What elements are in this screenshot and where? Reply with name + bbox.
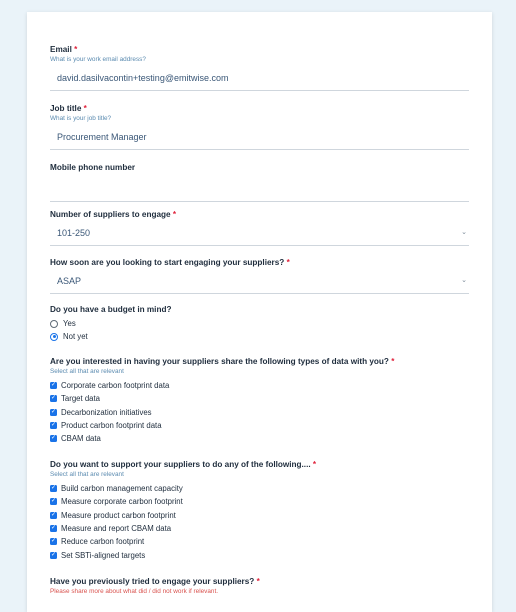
support-options [50,482,469,562]
job-title-field-group [50,104,469,150]
required-mark: * [83,104,87,113]
chevron-down-icon: ⌄ [461,229,467,236]
suppliers-field-group [50,210,469,246]
suppliers-label: Number of suppliers to engage * [50,210,177,219]
checkbox-measure-corporate-carbon-footprint[interactable]: ✓ Measure corporate carbon footprint [50,497,183,507]
checkbox-product-carbon-footprint-data[interactable]: ✓ Product carbon footprint data [50,421,162,431]
job-title-input[interactable]: Procurement Manager [50,125,469,150]
timing-select-value: ASAP [57,276,82,286]
checkmark-icon[interactable]: ✓ [50,525,57,532]
required-mark: * [172,210,177,219]
checkbox-target-data[interactable]: ✓ Target data [50,394,101,404]
timing-label: How soon are you looking to start engaging your suppliers? * [50,258,290,267]
checkbox-corporate-carbon-footprint-data[interactable]: ✓ Corporate carbon footprint data [50,381,170,391]
checkmark-icon[interactable]: ✓ [50,422,57,429]
required-mark: * [391,357,395,366]
required-mark: * [312,460,317,469]
email-input[interactable]: david.dasilvacontin+testing@emitwise.com [50,66,469,91]
support-field-group [50,460,469,562]
checkbox-measure-and-report-cbam-data[interactable]: ✓ Measure and report CBAM data [50,524,172,534]
checkmark-icon[interactable]: ✓ [50,395,57,402]
job-title-label: Job title * [50,104,87,113]
previous-engagement-field-group [50,577,469,595]
timing-select[interactable] [50,269,469,294]
suppliers-select[interactable] [50,221,469,246]
email-field-group [50,45,469,91]
budget-option-yes[interactable]: Yes [50,317,469,330]
budget-options [50,317,469,344]
mobile-input[interactable] [50,177,469,202]
data-types-field-group [50,357,469,445]
email-label: Email * [50,45,78,54]
data-types-label: Are you interested in having your suppliers share the following types of data with you? * [50,357,395,366]
checkmark-icon[interactable]: ✓ [50,551,57,558]
job-title-hint: What is your job title? [50,115,112,122]
email-hint: What is your work email address? [50,56,146,63]
checkmark-icon[interactable]: ✓ [50,485,57,492]
previous-engagement-label: Have you previously tried to engage your suppliers? * [50,577,260,586]
support-label: Do you want to support your suppliers to do any of the following.... * [50,460,317,469]
suppliers-select-value: 101-250 [57,228,91,238]
budget-field-group [50,305,469,344]
checkbox-build-carbon-management-capacity[interactable]: ✓ Build carbon management capacity [50,484,183,494]
checkbox-reduce-carbon-footprint[interactable]: ✓ Reduce carbon footprint [50,537,145,547]
checkmark-icon[interactable]: ✓ [50,498,57,505]
checkbox-set-sbti-aligned-targets[interactable]: ✓ Set SBTi-aligned targets [50,550,146,560]
checkbox-decarbonization-initiatives[interactable]: ✓ Decarbonization initiatives [50,407,152,417]
form-card [27,12,492,612]
checkmark-icon[interactable]: ✓ [50,382,57,389]
required-mark: * [286,258,290,267]
mobile-label: Mobile phone number [50,163,136,172]
support-hint: Select all that are relevant [50,471,124,478]
previous-engagement-hint: Please share more about what did / did not work if relevant. [50,588,219,595]
data-types-options [50,379,469,445]
checkmark-icon[interactable]: ✓ [50,511,57,518]
mobile-field-group [50,163,469,202]
radio-button[interactable] [50,320,58,328]
checkmark-icon[interactable]: ✓ [50,408,57,415]
required-mark: * [256,577,260,586]
radio-button-selected[interactable] [50,333,58,341]
required-mark: * [74,45,78,54]
chevron-down-icon: ⌄ [461,277,467,284]
checkmark-icon[interactable]: ✓ [50,538,57,545]
budget-option-not-yet[interactable]: Not yet [50,330,469,343]
budget-label: Do you have a budget in mind? [50,305,172,314]
checkbox-measure-product-carbon-footprint[interactable]: ✓ Measure product carbon footprint [50,510,176,520]
timing-field-group [50,258,469,294]
data-types-hint: Select all that are relevant [50,368,124,375]
checkbox-cbam-data[interactable]: ✓ CBAM data [50,434,101,444]
checkmark-icon[interactable]: ✓ [50,435,57,442]
